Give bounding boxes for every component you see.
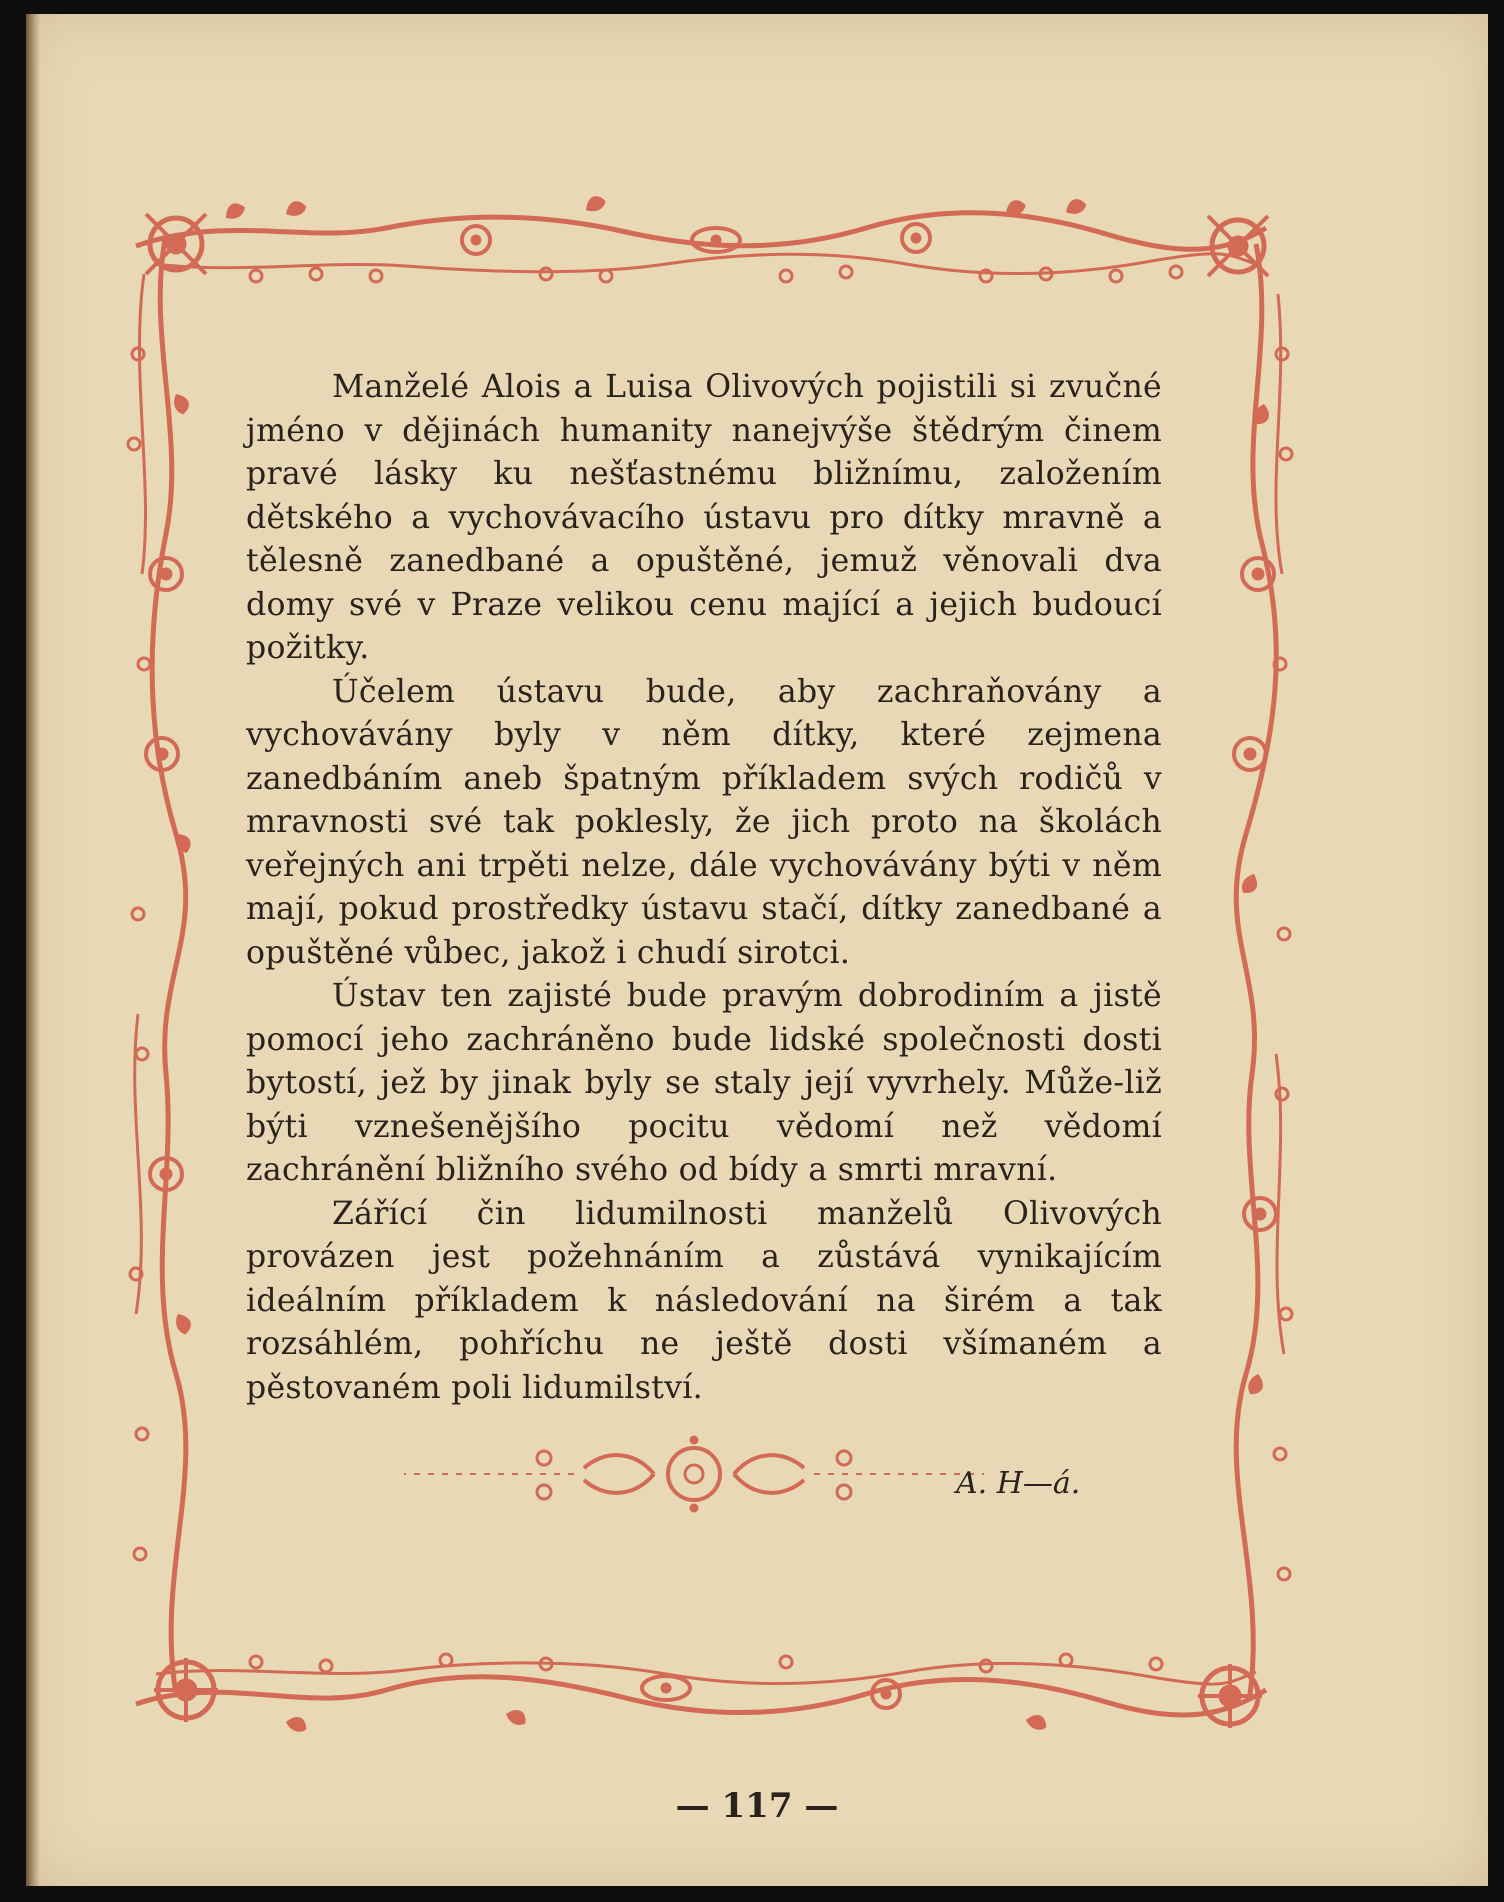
border-right-vine	[1236, 244, 1276, 1694]
paragraph-2: Účelem ústavu bude, aby zachraňovány a vychovávány byly v něm dítky, které zejmena zanedbáním aneb špatným příkladem svých rodičů v mravnosti své tak poklesly, že jich proto na školách veřejných ani trpěti nelze, dále vychovávány býti v něm mají, pokud prostředky ústavu stačí, dítky zanedbané a opuštěné vůbec, jakož i chudí sirotci.	[246, 673, 1162, 971]
article-text	[246, 366, 1162, 1410]
corner-flower-bottom-left	[154, 1658, 218, 1722]
page-number: — 117 —	[675, 1786, 839, 1826]
border-left-vine	[152, 234, 186, 1694]
paragraph-3: Ústav ten zajisté bude pravým dobrodiním a jistě pomocí jeho zachráněno bude lidské společnosti dosti bytostí, jež by jinak byly se staly její vyvrhely. Může-liž býti vznešenějšího pocitu vědomí než vědomí zachránění bližního svého od bídy a smrti mravní.	[246, 978, 1162, 1188]
border-bottom-vine	[136, 1677, 1266, 1715]
author-signature: A. H—á.	[956, 1466, 1081, 1501]
paragraph-4: Zářící čin lidumilnosti manželů Olivových provázen jest požehnáním a zůstává vynikajícím ideálním příkladem k následování na širém a tak rozsáhlém, pohříchu ne ještě dosti všímaném a pěstovaném poli lidumilství.	[246, 1195, 1162, 1406]
floral-scroll-divider	[404, 1436, 984, 1512]
paragraph-1: Manželé Alois a Luisa Olivových pojistili si zvučné jméno v dějinách humanity nanejvýše štědrým činem pravé lásky ku nešťastnému bližnímu, založením dětského a vychovávacího ústavu pro dítky mravně a tělesně zanedbané a opuštěné, jemuž věnovali dva domy své v Praze velikou cenu mající a jejich budoucí požitky.	[246, 369, 1162, 666]
book-page	[26, 14, 1488, 1886]
